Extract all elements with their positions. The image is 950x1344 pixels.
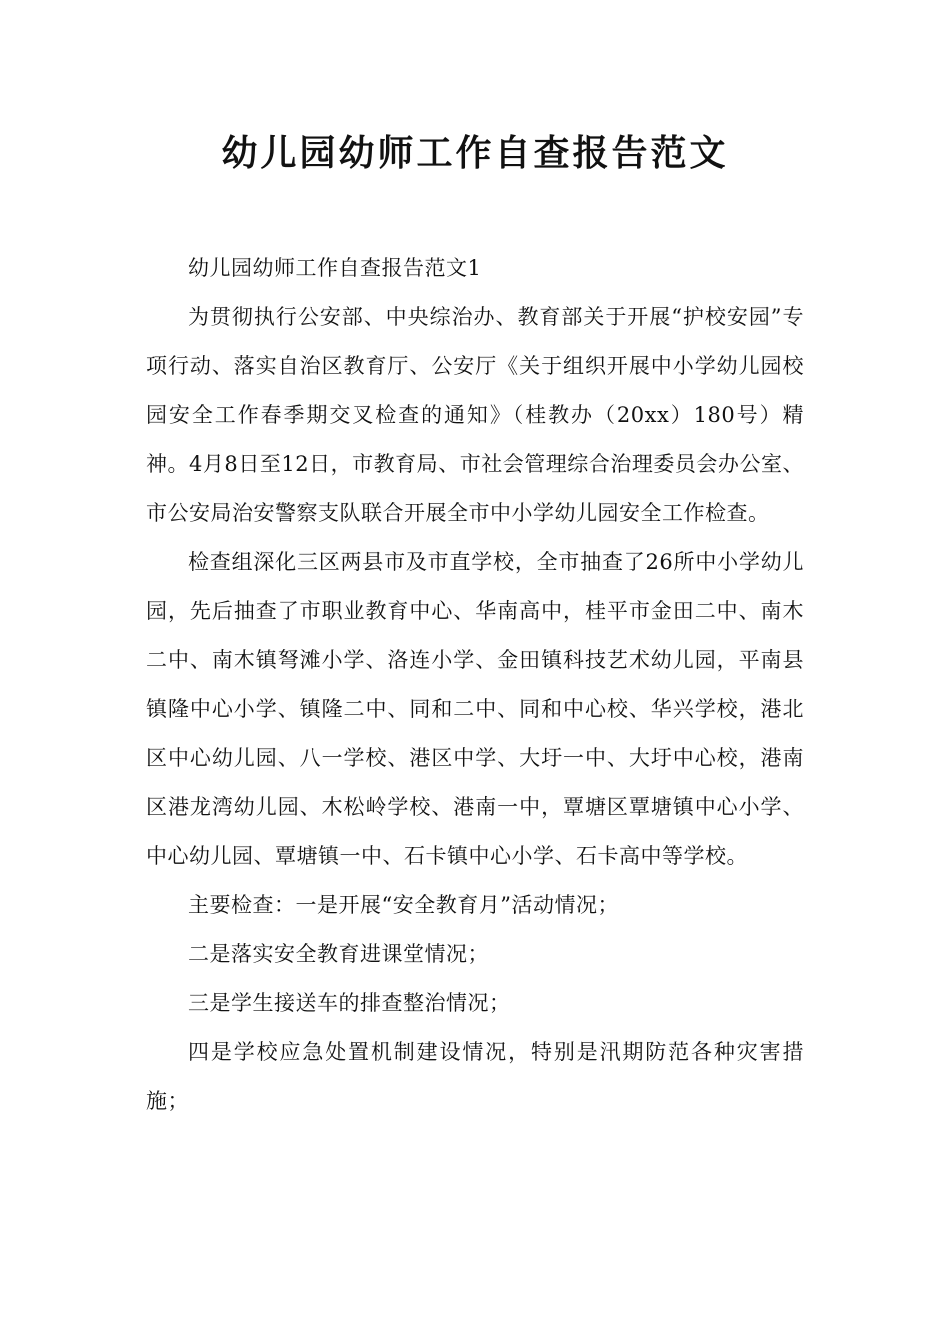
paragraph-check-item-1: 主要检查：一是开展“安全教育月”活动情况；: [188, 893, 619, 917]
paragraph-subtitle: 幼儿园幼师工作自查报告范文1: [188, 256, 482, 280]
paragraph-check-item-4: 四是学校应急处置机制建设情况，特别是汛期防范各种灾害措施；: [146, 1040, 804, 1113]
document-body: [146, 244, 804, 1126]
paragraph-check-item-3: 三是学生接送车的排查整治情况；: [188, 991, 511, 1015]
document-title: 幼儿园幼师工作自查报告范文: [221, 133, 729, 174]
paragraph-check-item-2: 二是落实安全教育进课堂情况；: [188, 942, 489, 966]
paragraph-intro: 为贯彻执行公安部、中央综治办、教育部关于开展“护校安园”专项行动、落实自治区教育厅、公安厅《关于组织开展中小学幼儿园校园安全工作春季期交叉检查的通知》（桂教办（20xx）180号）精神。4月8日至12日，市教育局、市社会管理综合治理委员会办公室、市公安局治安警察支队联合开展全市中小学幼儿园安全工作检查。: [146, 305, 804, 525]
paragraph-inspection-scope: 检查组深化三区两县市及市直学校，全市抽查了26所中小学幼儿园，先后抽查了市职业教育中心、华南高中，桂平市金田二中、南木二中、南木镇弩滩小学、洛连小学、金田镇科技艺术幼儿园，平南县镇隆中心小学、镇隆二中、同和二中、同和中心校、华兴学校，港北区中心幼儿园、八一学校、港区中学、大圩一中、大圩中心校，港南区港龙湾幼儿园、木松岭学校、港南一中，覃塘区覃塘镇中心小学、中心幼儿园、覃塘镇一中、石卡镇中心小学、石卡高中等学校。: [146, 550, 804, 868]
